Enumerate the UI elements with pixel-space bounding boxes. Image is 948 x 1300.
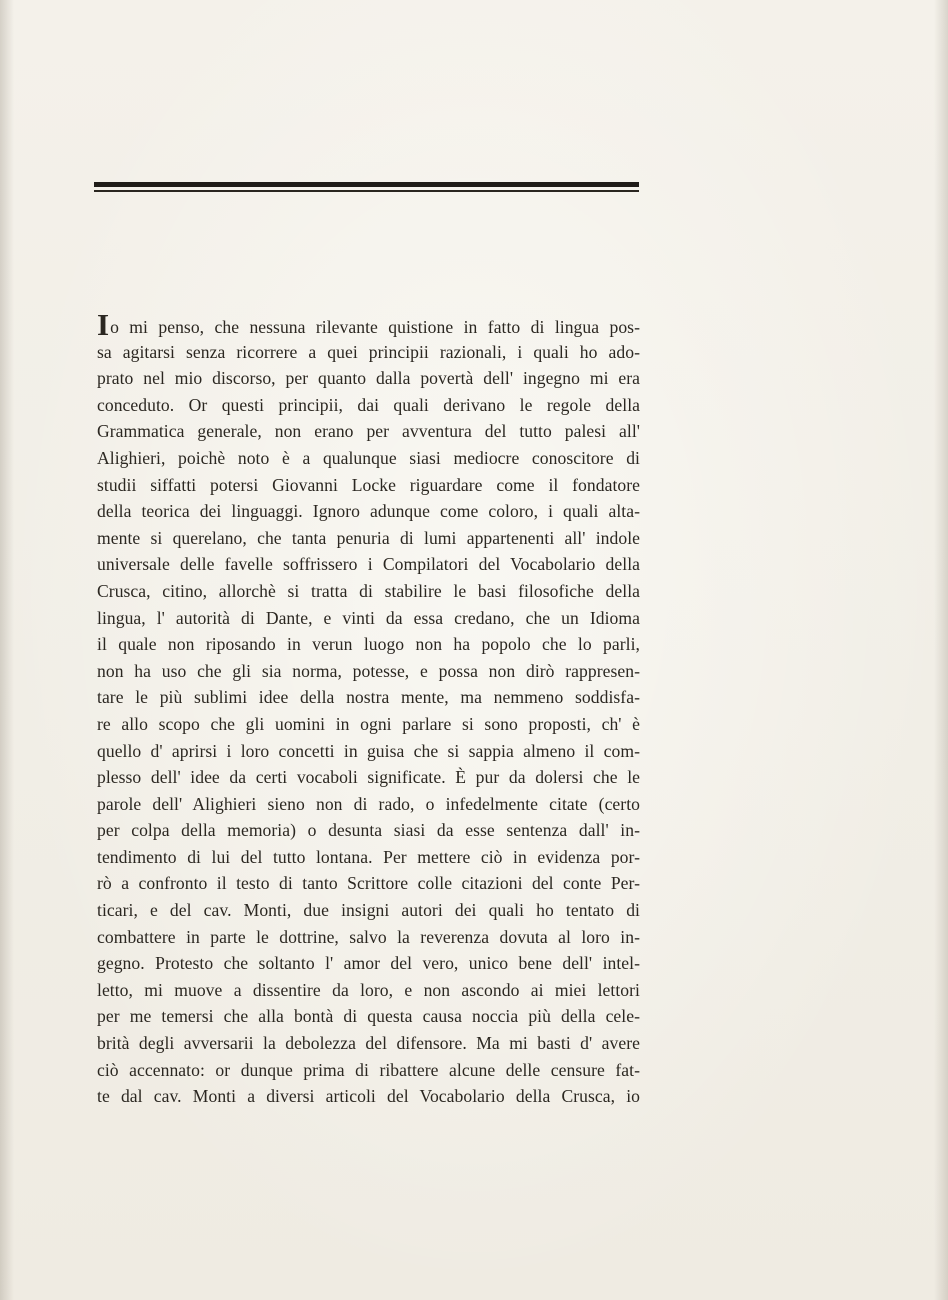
text-line: combattere in parte le dottrine, salvo la reverenza dovuta al loro in- bbox=[97, 926, 640, 947]
body-text bbox=[97, 307, 640, 1110]
text-line: letto, mi muove a dissentire da loro, e non ascondo ai miei lettori bbox=[97, 979, 640, 1000]
text-line: per me temersi che alla bontà di questa causa noccia più della cele- bbox=[97, 1006, 640, 1027]
text-line: prato nel mio discorso, per quanto dalla povertà dell' ingegno mi era bbox=[97, 368, 640, 389]
text-line: Io mi penso, che nessuna rilevante quistione in fatto di lingua pos- bbox=[97, 307, 640, 342]
text-line: studii siffatti potersi Giovanni Locke riguardare come il fondatore bbox=[97, 474, 640, 495]
header-rule-thin bbox=[94, 190, 639, 192]
text-line: per colpa della memoria) o desunta siasi da esse sentenza dall' in- bbox=[97, 820, 640, 841]
text-line: sa agitarsi senza ricorrere a quei principii razionali, i quali ho ado- bbox=[97, 341, 640, 362]
text-line: Alighieri, poichè noto è a qualunque siasi mediocre conoscitore di bbox=[97, 447, 640, 468]
text-line: ciò accennato: or dunque prima di ribattere alcune delle censure fat- bbox=[97, 1059, 640, 1080]
text-line: te dal cav. Monti a diversi articoli del Vocabolario della Crusca, io bbox=[97, 1086, 640, 1107]
text-line: lingua, l' autorità di Dante, e vinti da essa credano, che un Idioma bbox=[97, 607, 640, 628]
text-line: gegno. Protesto che soltanto l' amor del vero, unico bene dell' intel- bbox=[97, 953, 640, 974]
text-line: tare le più sublimi idee della nostra mente, ma nemmeno soddisfa- bbox=[97, 687, 640, 708]
text-line: brità degli avversarii la debolezza del difensore. Ma mi basti d' avere bbox=[97, 1033, 640, 1054]
text-line: ticari, e del cav. Monti, due insigni autori dei quali ho tentato di bbox=[97, 900, 640, 921]
text-line: Grammatica generale, non erano per avventura del tutto palesi all' bbox=[97, 421, 640, 442]
text-line: rò a confronto il testo di tanto Scrittore colle citazioni del conte Per- bbox=[97, 873, 640, 894]
text-line: tendimento di lui del tutto lontana. Per mettere ciò in evidenza por- bbox=[97, 846, 640, 867]
text-line: conceduto. Or questi principii, dai quali derivano le regole della bbox=[97, 394, 640, 415]
text-line: Crusca, citino, allorchè si tratta di stabilire le basi filosofiche della bbox=[97, 580, 640, 601]
page-left-edge bbox=[0, 0, 14, 1300]
text-line: re allo scopo che gli uomini in ogni parlare si sono proposti, ch' è bbox=[97, 713, 640, 734]
paragraph-initial: I bbox=[97, 307, 110, 342]
header-rule-thick bbox=[94, 182, 639, 187]
text-line: mente si querelano, che tanta penuria di lumi appartenenti all' indole bbox=[97, 527, 640, 548]
text-line: quello d' aprirsi i loro concetti in guisa che si sappia almeno il com- bbox=[97, 740, 640, 761]
text-line: universale delle favelle soffrissero i Compilatori del Vocabolario della bbox=[97, 554, 640, 575]
text-line: parole dell' Alighieri sieno non di rado, o infedelmente citate (certo bbox=[97, 793, 640, 814]
text-line: non ha uso che gli sia norma, potesse, e possa non dirò rappresen- bbox=[97, 660, 640, 681]
page-right-edge bbox=[934, 0, 948, 1300]
text-line: plesso dell' idee da certi vocaboli significate. È pur da dolersi che le bbox=[97, 767, 640, 788]
text-line: il quale non riposando in verun luogo non ha popolo che lo parli, bbox=[97, 634, 640, 655]
text-line: della teorica dei linguaggi. Ignoro adunque come coloro, i quali alta- bbox=[97, 501, 640, 522]
